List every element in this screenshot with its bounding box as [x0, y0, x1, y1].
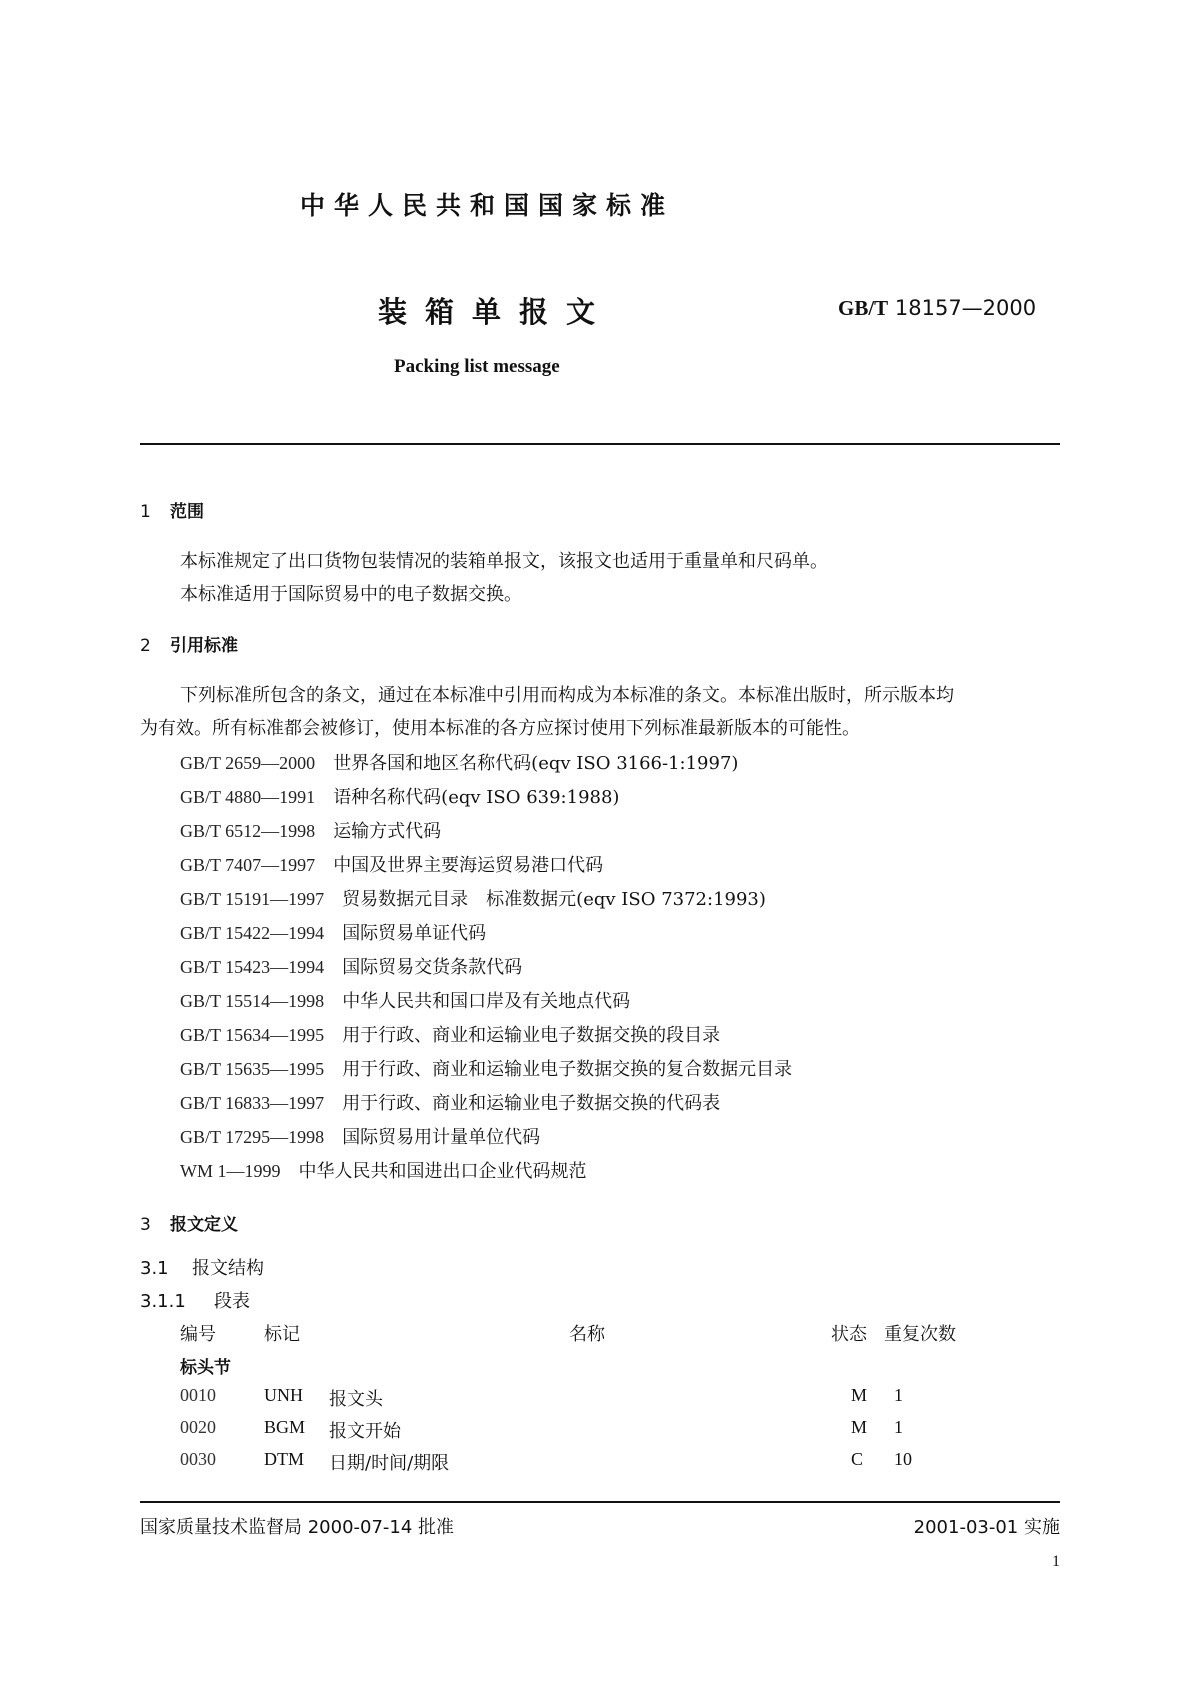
- segment-tag: UNH: [264, 1385, 303, 1405]
- reference-name: 国际贸易用计量单位代码: [342, 1127, 541, 1148]
- reference-item: [180, 885, 766, 911]
- segment-row: [0, 1385, 1191, 1411]
- segment-tag: BGM: [264, 1417, 306, 1437]
- reference-item: [180, 1157, 587, 1183]
- reference-code: GB/T 15514—1998: [180, 991, 325, 1011]
- reference-item: [180, 919, 486, 945]
- reference-name: 贸易数据元目录 标准数据元(eqv ISO 7372:1993): [342, 889, 766, 910]
- english-title: Packing list message: [394, 356, 560, 377]
- reference-code: GB/T 7407—1997: [180, 855, 316, 875]
- segment-name: 报文开始: [329, 1421, 401, 1442]
- footer-divider: [140, 1501, 1060, 1503]
- reference-code: GB/T 17295—1998: [180, 1127, 325, 1147]
- reference-code: GB/T 15422—1994: [180, 923, 325, 943]
- reference-code: GB/T 15423—1994: [180, 957, 325, 977]
- section-title: 报文定义: [170, 1215, 238, 1235]
- reference-item: [180, 1021, 720, 1047]
- reference-item: [180, 749, 738, 775]
- reference-name: 世界各国和地区名称代码(eqv ISO 3166-1:1997): [333, 753, 739, 774]
- reference-name: 中华人民共和国进出口企业代码规范: [298, 1161, 587, 1182]
- segment-status: M: [851, 1417, 868, 1437]
- reference-name: 语种名称代码(eqv ISO 639:1988): [333, 787, 620, 808]
- section-number: 2: [140, 636, 151, 656]
- reference-item: [180, 1123, 540, 1149]
- segment-repeat: 1: [894, 1385, 903, 1405]
- reference-code: GB/T 15635—1995: [180, 1059, 325, 1079]
- reference-item: [180, 987, 630, 1013]
- subsection-title: 段表: [214, 1291, 250, 1312]
- segment-name: 日期/时间/期限: [329, 1453, 450, 1474]
- segment-name: 报文头: [329, 1389, 383, 1410]
- subsection-3-1-1-heading: [140, 1287, 250, 1313]
- reference-code: GB/T 15634—1995: [180, 1025, 325, 1045]
- standard-prefix: GB/T: [838, 296, 889, 320]
- segment-row: [0, 1449, 1191, 1475]
- section-2-intro-line: 为有效。所有标准都会被修订，使用本标准的各方应探讨使用下列标准最新版本的可能性。: [140, 718, 860, 739]
- subsection-3-1-heading: [140, 1254, 264, 1280]
- section-2-heading: [140, 631, 238, 656]
- subsection-number: 3.1: [140, 1258, 169, 1279]
- section-3-heading: [140, 1210, 238, 1235]
- reference-item: [180, 851, 603, 877]
- reference-name: 用于行政、商业和运输业电子数据交换的段目录: [342, 1025, 721, 1046]
- reference-code: GB/T 16833—1997: [180, 1093, 325, 1113]
- reference-code: GB/T 15191—1997: [180, 889, 325, 909]
- column-header-number: 编号: [180, 1324, 216, 1345]
- segment-group-title: 标头节: [180, 1358, 231, 1378]
- segment-number: 0030: [180, 1449, 216, 1469]
- section-number: 1: [140, 502, 151, 522]
- reference-code: GB/T 2659—2000: [180, 753, 316, 773]
- segment-table-header: [0, 1320, 1191, 1346]
- reference-name: 国际贸易交货条款代码: [342, 957, 523, 978]
- document-title: 装箱单报文: [378, 295, 614, 329]
- reference-name: 用于行政、商业和运输业电子数据交换的代码表: [342, 1093, 721, 1114]
- segment-repeat: 1: [894, 1417, 903, 1437]
- reference-item: [180, 1089, 720, 1115]
- segment-repeat: 10: [894, 1449, 912, 1469]
- subsection-title: 报文结构: [192, 1258, 264, 1279]
- reference-code: GB/T 4880—1991: [180, 787, 316, 807]
- reference-name: 运输方式代码: [333, 821, 442, 842]
- reference-item: [180, 783, 619, 809]
- section-2-intro-line: 下列标准所包含的条文，通过在本标准中引用而构成为本标准的条文。本标准出版时，所示版本均: [180, 685, 954, 706]
- column-header-name: 名称: [569, 1324, 605, 1345]
- section-title: 范围: [170, 502, 204, 522]
- reference-name: 国际贸易单证代码: [342, 923, 487, 944]
- segment-number: 0010: [180, 1385, 216, 1405]
- column-header-status: 状态: [831, 1324, 867, 1345]
- approval-date: 国家质量技术监督局 2000-07-14 批准: [140, 1517, 455, 1538]
- segment-status: M: [851, 1385, 868, 1405]
- segment-tag: DTM: [264, 1449, 304, 1469]
- reference-item: [180, 953, 522, 979]
- section-title: 引用标准: [170, 636, 238, 656]
- reference-item: [180, 817, 441, 843]
- section-1-paragraph: 本标准适用于国际贸易中的电子数据交换。: [180, 584, 522, 605]
- national-standard-title: 中华人民共和国国家标准: [300, 191, 675, 220]
- column-header-tag: 标记: [264, 1324, 300, 1345]
- section-1-paragraph: 本标准规定了出口货物包装情况的装箱单报文，该报文也适用于重量单和尺码单。: [180, 551, 828, 572]
- reference-code: GB/T 6512—1998: [180, 821, 316, 841]
- standard-number-value: 18157—2000: [894, 296, 1037, 320]
- reference-name: 中国及世界主要海运贸易港口代码: [333, 855, 604, 876]
- segment-status: C: [851, 1449, 864, 1469]
- segment-row: [0, 1417, 1191, 1443]
- segment-number: 0020: [180, 1417, 216, 1437]
- header-divider: [140, 443, 1060, 445]
- section-number: 3: [140, 1215, 151, 1235]
- reference-name: 中华人民共和国口岸及有关地点代码: [342, 991, 631, 1012]
- reference-item: [180, 1055, 792, 1081]
- page-number: 1: [1052, 1553, 1060, 1570]
- reference-name: 用于行政、商业和运输业电子数据交换的复合数据元目录: [342, 1059, 793, 1080]
- effective-date: 2001-03-01 实施: [913, 1517, 1060, 1538]
- reference-code: WM 1—1999: [180, 1161, 281, 1181]
- standard-number: [838, 296, 1036, 321]
- section-1-heading: [140, 497, 204, 522]
- subsection-number: 3.1.1: [140, 1291, 186, 1312]
- column-header-repeat: 重复次数: [884, 1324, 956, 1345]
